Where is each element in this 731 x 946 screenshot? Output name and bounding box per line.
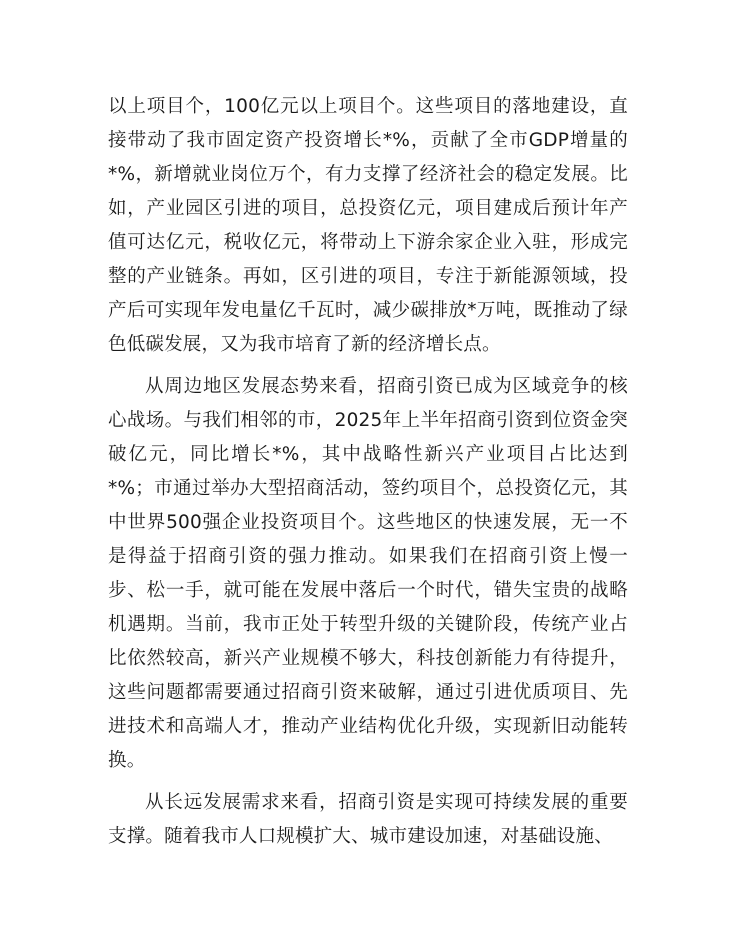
paragraph-regional-competition: 从周边地区发展态势来看，招商引资已成为区域竞争的核心战场。与我们相邻的市，2025年上半年招商引资到位资金突破亿元，同比增长*%，其中战略性新兴产业项目占比达到*%；市通过举办大型招商活动，签约项目个，总投资亿元，其中世界500强企业投资项目个。这些地区的快速发展，无一不是得益于招商引资的强力推动。如果我们在招商引资上慢一步、松一手，就可能在发展中落后一个时代，错失宝贵的战略机遇期。当前，我市正处于转型升级的关键阶段，传统产业占比依然较高，新兴产业规模不够大，科技创新能力有待提升，这些问题都需要通过招商引资来破解，通过引进优质项目、先进技术和高端人才，推动产业结构优化升级，实现新旧动能转换。 (108, 376, 628, 771)
paragraph-continuation: 以上项目个，100亿元以上项目个。这些项目的落地建设，直接带动了我市固定资产投资增长*%，贡献了全市GDP增量的*%，新增就业岗位万个，有力支撑了经济社会的稳定发展。比如，产业园区引进的项目，总投资亿元，项目建成后预计年产值可达亿元，税收亿元，将带动上下游余家企业入驻，形成完整的产业链条。再如，区引进的项目，专注于新能源领域，投产后可实现年发电量亿千瓦时，减少碳排放*万吨，既推动了绿色低碳发展，又为我市培育了新的经济增长点。 (108, 96, 628, 355)
paragraph-long-term-development: 从长远发展需求来看，招商引资是实现可持续发展的重要支撑。随着我市人口规模扩大、城市建设加速，对基础设施、 (108, 792, 628, 847)
document-body (108, 90, 628, 854)
